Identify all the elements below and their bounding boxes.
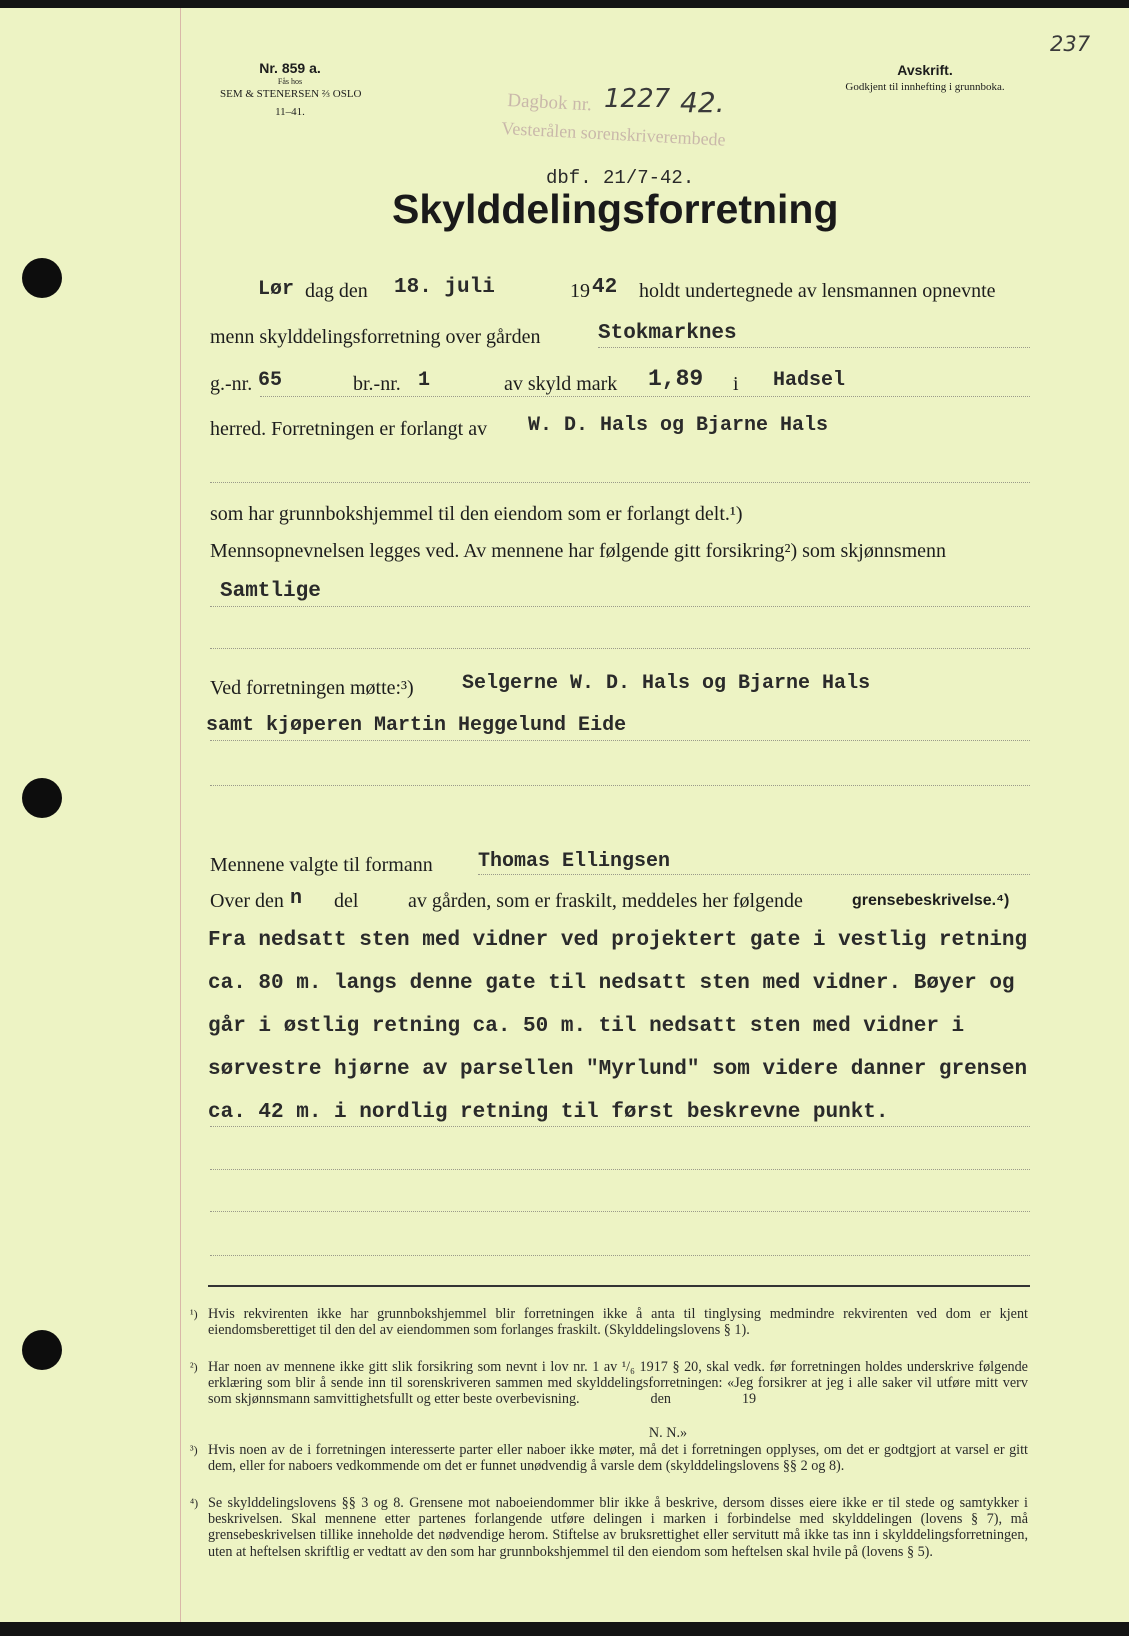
requester-label: herred. Forretningen er forlangt av — [210, 418, 488, 440]
weekday-field: Lør — [258, 278, 295, 301]
requester-field: W. D. Hals og Bjarne Hals — [528, 414, 829, 437]
boundary-line: sørvestre hjørne av parsellen "Myrlund" som videre danner grensen — [208, 1058, 1028, 1081]
footnote-rule — [208, 1285, 1030, 1287]
footnote — [190, 1495, 1028, 1560]
fill-line — [210, 785, 1030, 786]
boundary-line: ca. 80 m. langs denne gate til nedsatt sten med vidner. Bøyer og — [208, 972, 1015, 995]
boundary-line: Fra nedsatt sten med vidner ved projektert gate i vestlig retning — [208, 929, 1028, 952]
gnr-label: g.-nr. — [210, 373, 253, 395]
dbf-note: dbf. 21/7-42. — [546, 167, 695, 189]
margin-line — [180, 8, 181, 1622]
fill-line — [210, 1211, 1030, 1212]
skyld-field: 1,89 — [648, 366, 704, 392]
dagbok-number: 1227 — [604, 84, 671, 114]
footnote — [190, 1306, 1028, 1339]
forsikring-field: Samtlige — [220, 580, 321, 603]
punch-hole — [22, 258, 62, 298]
brnr-label: br.-nr. — [353, 373, 401, 395]
forsikring-text: Mennsopnevnelsen legges ved. Av mennene har følgende gitt forsikring²) som skjønnsmenn — [210, 540, 947, 562]
fill-line — [210, 740, 1030, 741]
avskrift-label: Avskrift. — [897, 62, 953, 78]
year-field: 42 — [592, 276, 618, 299]
fill-line — [478, 874, 1030, 875]
publisher-note: Fås hos — [277, 77, 303, 86]
year-prefix: 19 — [570, 280, 590, 302]
footnote-number: ¹) — [190, 1307, 198, 1321]
boundary-line: går i østlig retning ca. 50 m. til nedsatt sten med vidner i — [208, 1015, 965, 1038]
form-number: Nr. 859 a. — [259, 60, 321, 76]
fill-line — [210, 1169, 1030, 1170]
footnote-text: Har noen av mennene ikke gitt slik forsikring som nevnt i lov nr. 1 av ¹/₆ 1917 § 20, skal vedk. før forretningen holdes underskrive følgende erklæring som blir å sende inn til sorenskriveren sammen med skylddelingsforretningen: «Jeg forsikrer at jeg i alle saker vil utføre mitt verv som skjønnsmann samvittighetsfullt og etter beste overbevisning. den 19 — [208, 1359, 1032, 1408]
dagbok-year: 42. — [680, 86, 725, 119]
date-field: 18. juli — [394, 276, 495, 299]
formann-label: Mennene valgte til formann — [210, 854, 433, 876]
approval-header — [820, 62, 1030, 93]
skyld-label: av skyld mark — [504, 373, 618, 395]
dagbok-label: Dagbok nr. — [506, 90, 593, 116]
document-title: Skylddelingsforretning — [392, 186, 839, 232]
approval-note: Godkjent til innhefting i grunnboka. — [845, 81, 1005, 93]
footnote-number: ²) — [190, 1360, 198, 1374]
page-number: 237 — [1050, 32, 1091, 56]
over-den-label: Over den — [210, 890, 284, 912]
fill-line — [260, 396, 1030, 397]
print-date: 11–41. — [275, 106, 305, 118]
registry-stamp — [507, 90, 592, 116]
footnote — [190, 1359, 1032, 1408]
boundary-line: ca. 42 m. i nordlig retning til først beskrevne punkt. — [208, 1101, 889, 1124]
punch-hole — [22, 1330, 62, 1370]
grunnbok-text: som har grunnbokshjemmel til den eiendom som er forlangt delt.¹) — [210, 503, 743, 525]
brnr-field: 1 — [418, 369, 431, 392]
gnr-field: 65 — [258, 369, 283, 392]
grense-label: grensebeskrivelse.⁴) — [852, 892, 1010, 909]
fill-line — [210, 648, 1030, 649]
farm-field: Stokmarknes — [598, 322, 737, 345]
i-label: i — [733, 373, 739, 395]
footnote — [190, 1442, 1028, 1475]
fill-line — [210, 1255, 1030, 1256]
over-den-field: n — [290, 887, 303, 910]
footnote-number: ³) — [190, 1443, 198, 1457]
dag-den-label: dag den — [305, 280, 368, 302]
fill-line — [210, 482, 1030, 483]
fill-line — [598, 347, 1030, 348]
del-label: del — [334, 890, 359, 912]
footnote-text: Hvis noen av de i forretningen interesserte parter eller naboer ikke møter, må det i forretningen opplyses, om det er godtgjort at varsel er gitt dem, eller for naboers vedkommende om det er funnet unødvendig å varsle dem (skylddelingslovens §§ 2 og 8). — [208, 1442, 1028, 1475]
municipality-field: Hadsel — [773, 369, 846, 392]
form-header — [220, 62, 360, 119]
attendees-label: Ved forretningen møtte:³) — [210, 677, 414, 699]
document-page — [0, 8, 1129, 1622]
over-rest-text: av gården, som er fraskilt, meddeles her følgende — [408, 890, 803, 912]
fill-line — [210, 1126, 1030, 1127]
attendees-line-1: Selgerne W. D. Hals og Bjarne Hals — [462, 672, 871, 695]
footnote-text: Hvis rekvirenten ikke har grunnbokshjemmel blir forretningen ikke å anta til tinglysing medmindre rekvirenten ved dom er kjent eiendomsberettiget til den del av eiendommen som forlanges fraskilt. (Skylddelingslovens § 1). — [208, 1306, 1028, 1339]
intro-text: holdt undertegnede av lensmannen opnevnte — [639, 280, 996, 302]
footnote-text: Se skylddelingslovens §§ 3 og 8. Grensene mot naboeiendommer blir ikke å beskrive, dersom disses eiere ikke er til stede og samtykker i beskrivelsen. Skal mennene etter partenes forlangende utføre delingen i marken i forbindelse med skylddelingen (lovens § 7), må grensebeskrivelsen tillike inneholde det nødvendige herom. Stiftelse av bruksrettighet eller servitutt må ikke tas inn i skylddelingsforretningen, uten at heftelsen skriftlig er vedtatt av den som har grunnbokshjemmel til den eiendom som heftelsen skal hvile på (lovens § 5). — [208, 1495, 1028, 1560]
farm-label: menn skylddelingsforretning over gården — [210, 326, 541, 348]
office-stamp: Vesterålen sorenskriverembede — [500, 118, 727, 150]
footnote-signature: N. N.» — [648, 1425, 688, 1441]
footnote-number: ⁴) — [190, 1496, 199, 1510]
fill-line — [210, 606, 1030, 607]
formann-field: Thomas Ellingsen — [478, 850, 671, 873]
attendees-line-2: samt kjøperen Martin Heggelund Eide — [206, 714, 627, 737]
publisher: SEM & STENERSEN ⅔ OSLO — [220, 88, 362, 100]
punch-hole — [22, 778, 62, 818]
